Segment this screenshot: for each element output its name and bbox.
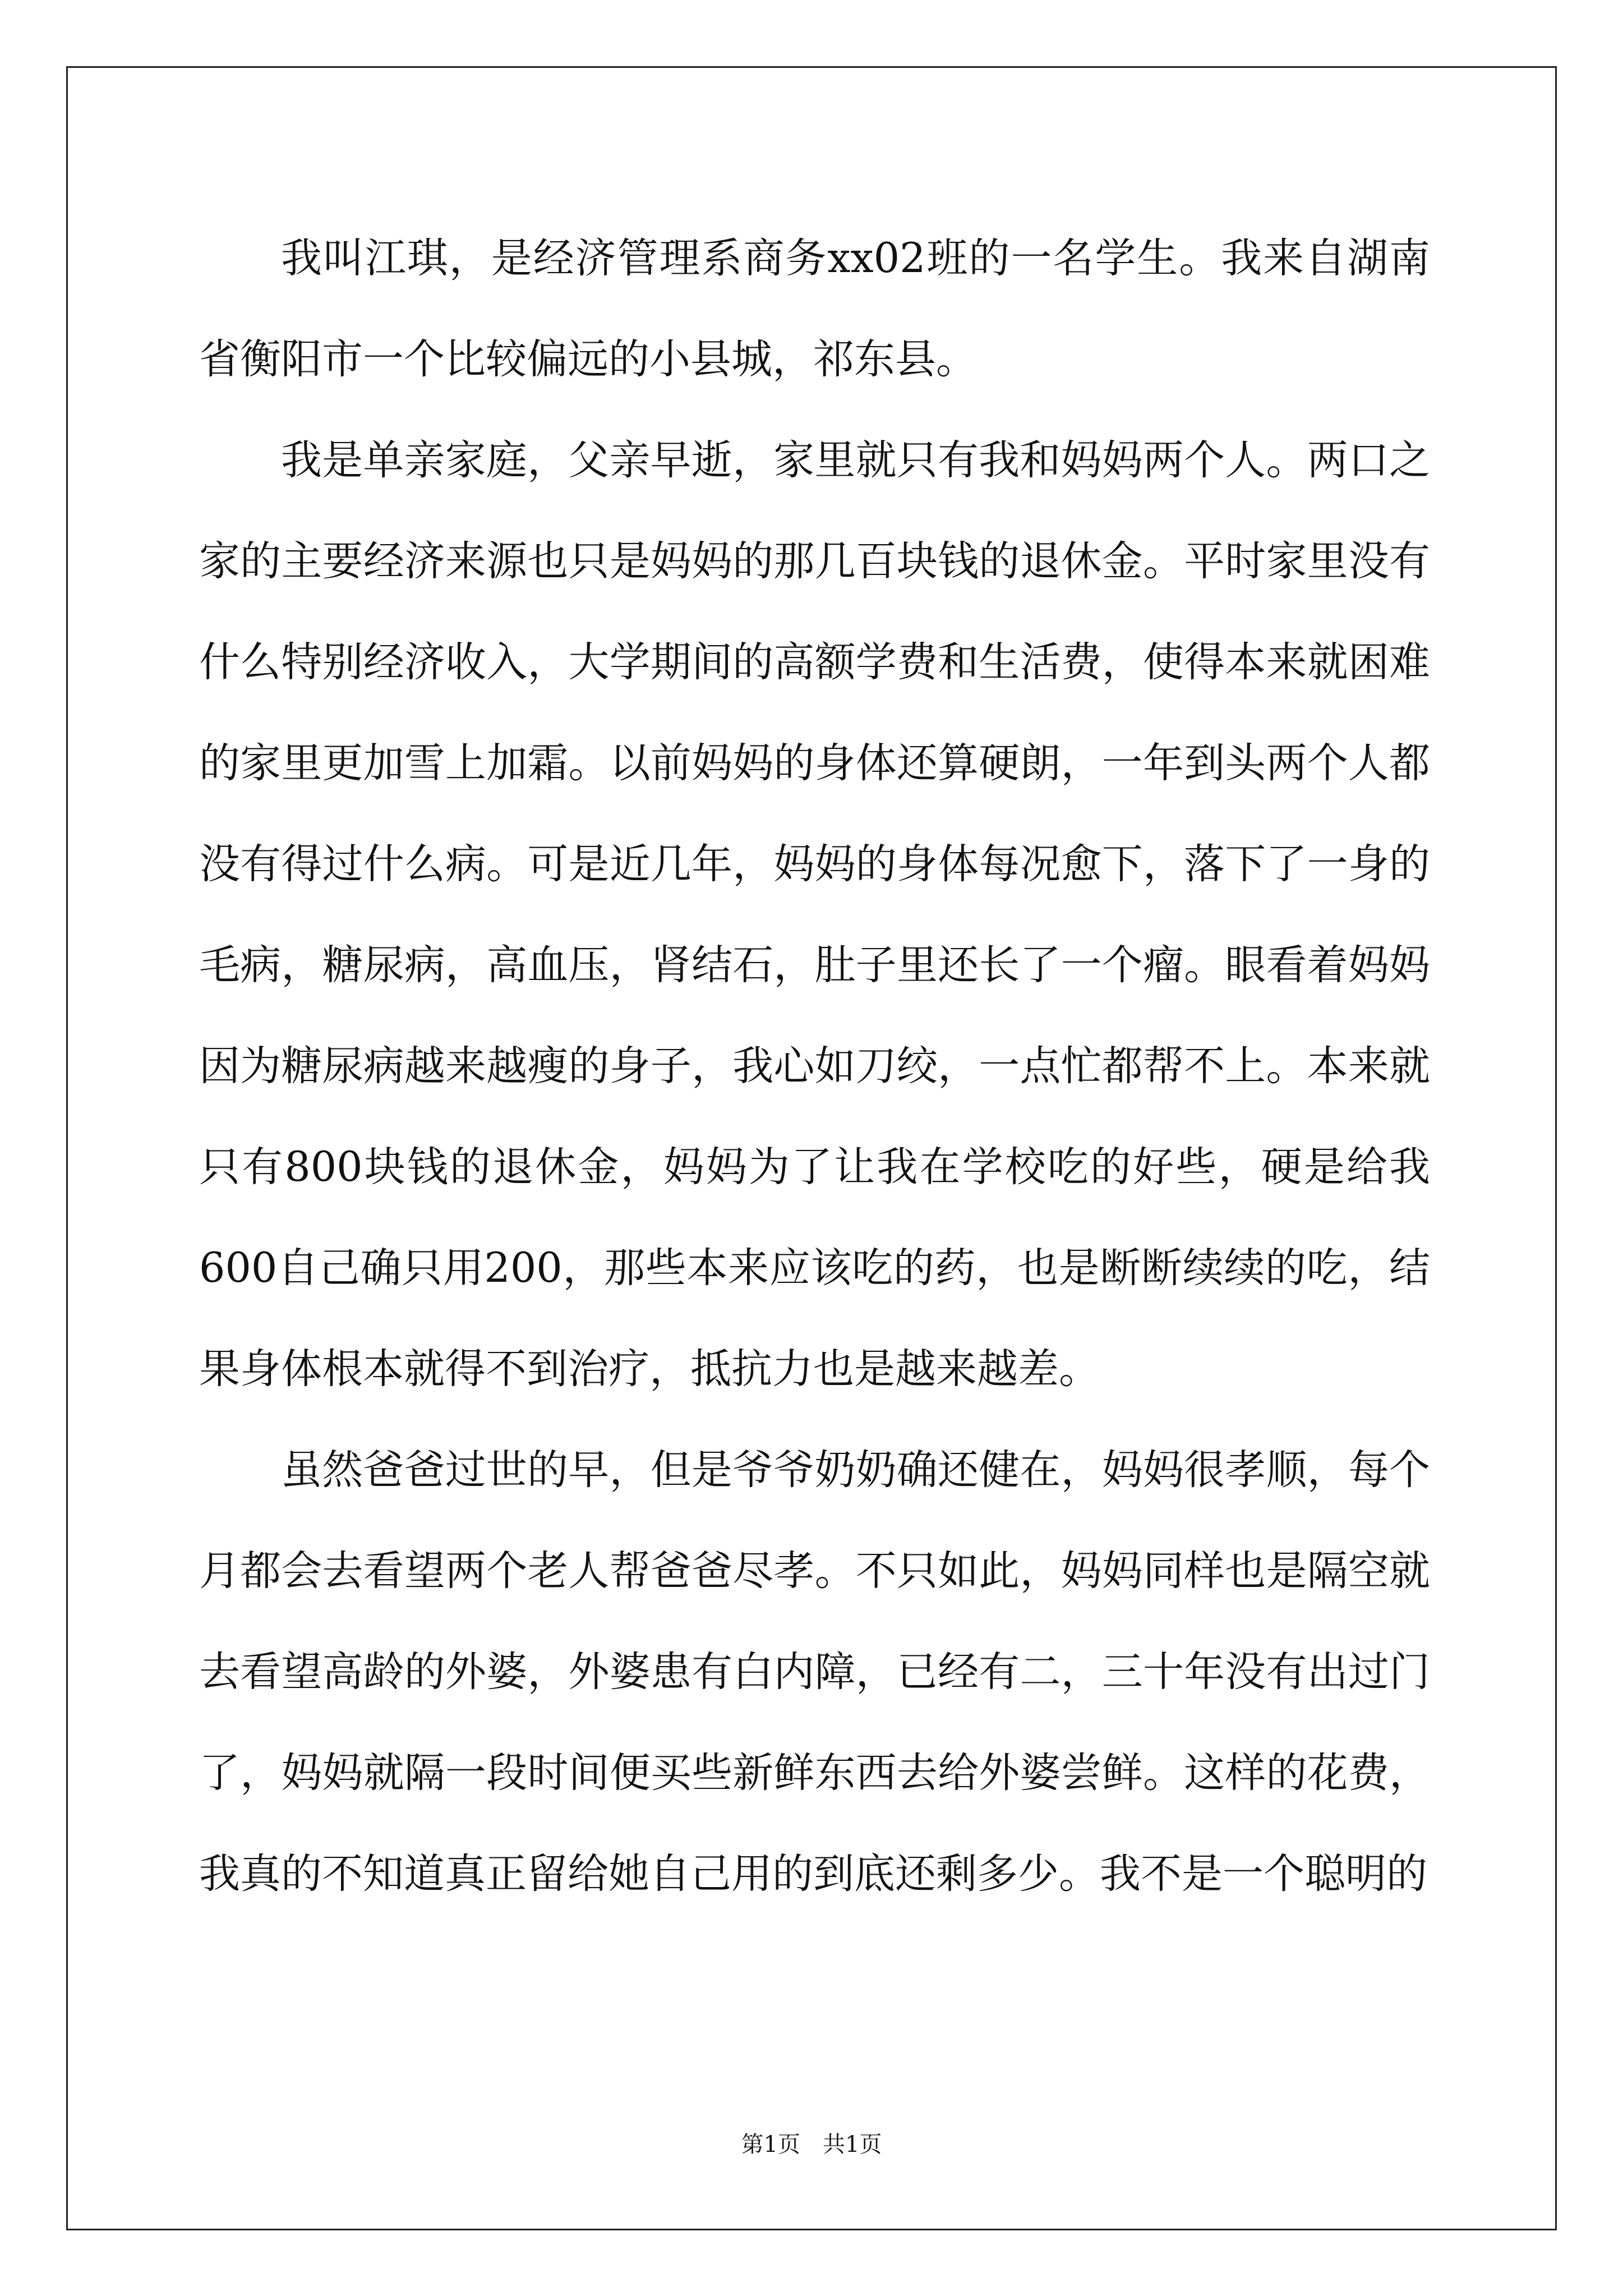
paragraph-2: 我是单亲家庭，父亲早逝，家里就只有我和妈妈两个人。两口之家的主要经济来源也只是妈妈的那几百块钱的退休金。平时家里没有什么特别经济收入，大学期间的高额学费和生活费，使得本来就困难的家里更加雪上加霜。以前妈妈的身体还算硬朗，一年到头两个人都没有得过什么病。可是近几年，妈妈的身体每况愈下，落下了一身的毛病，糖尿病，高血压，肾结石，肚子里还长了一个瘤。眼看着妈妈因为糖尿病越来越瘦的身子，我心如刀绞，一点忙都帮不上。本来就只有800块钱的退休金，妈妈为了让我在学校吃的好些，硬是给我600自己确只用200，那些本来应该吃的药，也是断断续续的吃，结果身体根本就得不到治疗，抵抗力也是越来越差。	[199, 436, 1430, 1393]
page-number-total: 共1页	[823, 2132, 882, 2157]
paragraph-1: 我叫江琪，是经济管理系商务xx02班的一名学生。我来自湖南省衡阳市一个比较偏远的小县城，祁东县。	[199, 234, 1430, 383]
document-body	[199, 208, 1430, 1925]
paragraph-3: 虽然爸爸过世的早，但是爷爷奶奶确还健在，妈妈很孝顺，每个月都会去看望两个老人帮爸爸尽孝。不只如此，妈妈同样也是隔空就去看望高龄的外婆，外婆患有白内障，已经有二，三十年没有出过门了，妈妈就隔一段时间便买些新鲜东西去给外婆尝鲜。这样的花费，我真的不知道真正留给她自己用的到底还剩多少。我不是一个聪明的	[199, 1446, 1430, 1898]
page-number-current: 第1页	[741, 2132, 800, 2157]
page-footer	[0, 2131, 1623, 2159]
